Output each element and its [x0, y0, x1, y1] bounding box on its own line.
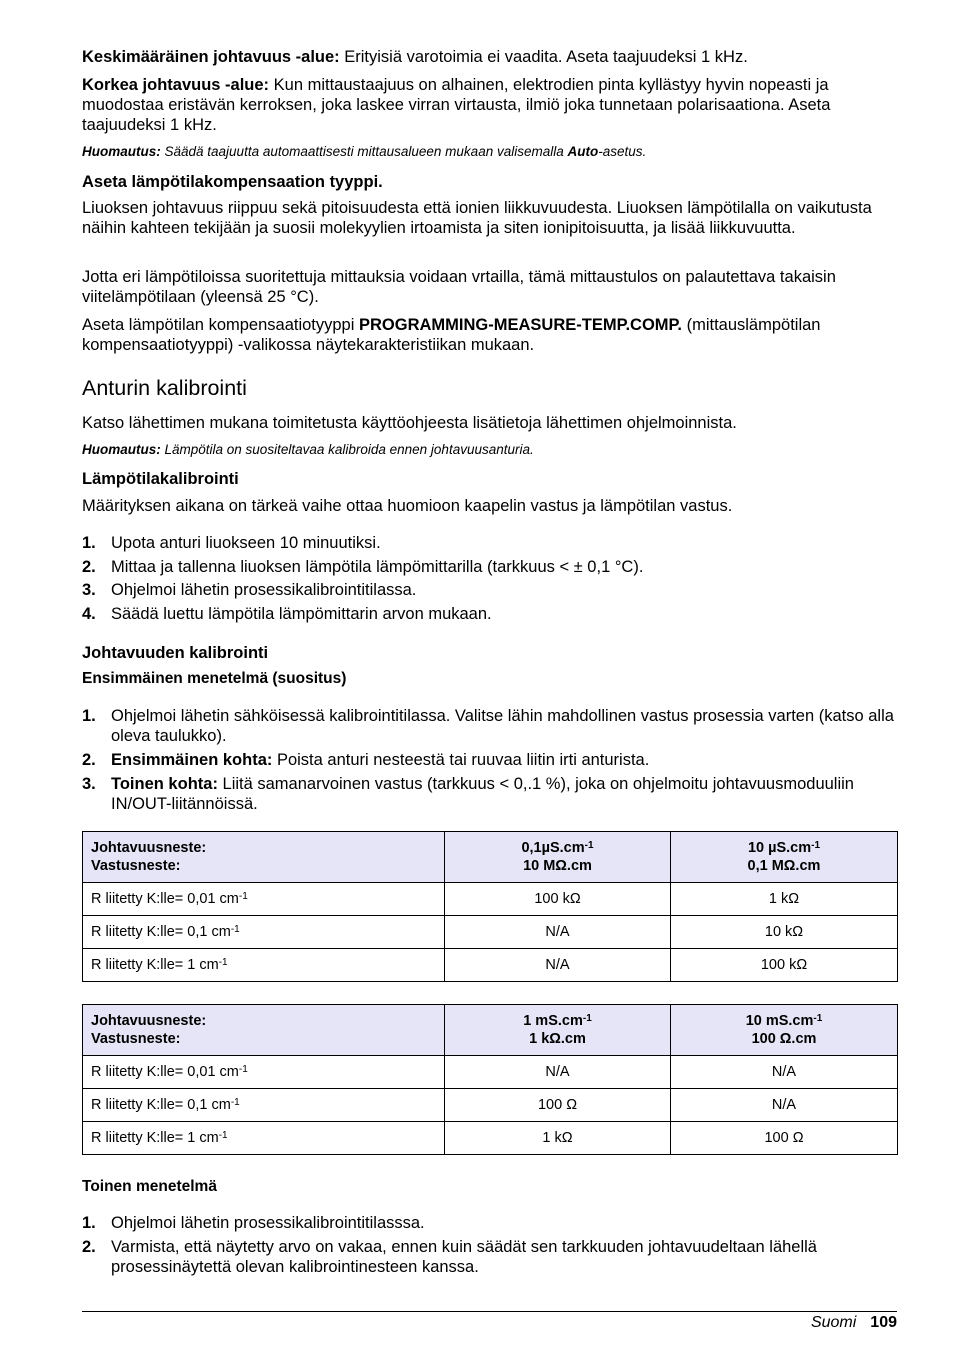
note-calibrate-temp [82, 441, 897, 458]
list-item [82, 750, 897, 770]
list-number: 2. [82, 1238, 96, 1256]
auto-term: Auto [567, 144, 599, 159]
heading-sensor-calibration: Anturin kalibrointi [82, 376, 247, 400]
list-text: Mittaa ja tallenna liuoksen lämpötila lämpömittarilla (tarkkuus < ± 0,1 °C). [111, 557, 644, 576]
label-text: R liitetty K:lle= 0,01 cm [91, 891, 239, 907]
row-label [83, 1122, 445, 1155]
text: Erityisiä varotoimia ei vaadita. Aseta taajuudeksi 1 kHz. [339, 48, 748, 66]
list-number: 3. [82, 581, 96, 599]
header-col-2 [671, 1005, 898, 1056]
term-high: Korkea johtavuus -alue: [82, 76, 270, 94]
heading-conductivity-calibration: Johtavuuden kalibrointi [82, 644, 269, 662]
paragraph-high-conductivity [82, 75, 897, 135]
header-value: 10 µS.cm [747, 840, 812, 856]
row-label [83, 883, 445, 916]
label-text: R liitetty K:lle= 0,1 cm [91, 924, 231, 940]
list-number: 1. [82, 1214, 96, 1232]
superscript: -1 [813, 1013, 823, 1024]
header-value: 1 mS.cm [523, 1013, 583, 1029]
note-auto [82, 143, 897, 160]
list-method-2 [82, 1213, 897, 1277]
row-label [83, 916, 445, 949]
footer-language: Suomi [810, 1314, 857, 1331]
table-row [83, 949, 898, 982]
header-value: 0,1µS.cm [521, 840, 585, 856]
paragraph-medium-conductivity [82, 47, 897, 67]
text: -asetus. [598, 144, 647, 159]
list-item [82, 1237, 897, 1277]
paragraph-cable-resistance: Määrityksen aikana on tärkeä vaihe ottaa huomioon kaapelin vastus ja lämpötilan vastus. [82, 497, 733, 515]
table-row [83, 1089, 898, 1122]
table-row [83, 883, 898, 916]
row-label [83, 949, 445, 982]
table-header-row [83, 1005, 898, 1056]
cell-value: 1 kΩ [445, 1122, 671, 1155]
cell-value: N/A [445, 916, 671, 949]
paragraph-conductivity-depends: Liuoksen johtavuus riippuu sekä pitoisuudesta että ionien liikkuvuudesta. Liuoksen lämpötilalla on vaikutusta näihin kahteen tekijään ja suosii molekyylien irtoamista ja siten ionipitoisuutta, ja lisää liikkuvuutta. [82, 199, 872, 237]
label-text: R liitetty K:lle= 1 cm [91, 957, 219, 973]
list-method-1 [82, 706, 897, 814]
text: (mittauslämpötilan kompensaatiotyyppi) -valikossa näytekarakteristiikan mukaan. [82, 316, 821, 354]
cell-value: N/A [671, 1056, 898, 1089]
paragraph-see-manual: Katso lähettimen mukana toimitetusta käyttöohjeesta lisätietoja lähettimen ohjelmoinnista. [82, 414, 737, 432]
list-temp-calibration [82, 533, 897, 624]
header-col-1 [445, 1005, 671, 1056]
cell-value: N/A [671, 1089, 898, 1122]
header-col-2 [671, 832, 898, 883]
header-value: 1 kΩ.cm [529, 1031, 586, 1047]
list-text: Liitä samanarvoinen vastus (tarkkuus < 0,.1 %), joka on ohjelmoitu johtavuusmoduuliin IN/OUT-liitännöissä. [111, 775, 854, 813]
heading-temp-calibration: Lämpötilakalibrointi [82, 470, 239, 488]
text: Kun mittaustaajuus on alhainen, elektrodien pinta kyllästyy hyvin nopeasti ja muodostaa eristävän kerroksen, joka laskee virran virtausta, ilmiö joka tunnetaan polarisaationa. Aseta taajuudeksi 1 kHz. [82, 76, 831, 134]
list-number: 2. [82, 751, 96, 769]
note-label: Huomautus: [82, 144, 161, 159]
list-number: 4. [82, 604, 96, 623]
list-number: 1. [82, 534, 96, 552]
table-header-row [83, 832, 898, 883]
heading-temp-comp: Aseta lämpötilakompensaation tyyppi. [82, 173, 383, 191]
menu-path: PROGRAMMING-MEASURE-TEMP.COMP. [359, 316, 682, 334]
header-value: 10 MΩ.cm [523, 858, 592, 874]
table-row [83, 1056, 898, 1089]
page-footer [811, 1314, 897, 1332]
list-text: Varmista, että näytetty arvo on vakaa, ennen kuin säädät sen tarkkuuden johtavuudeltaan lähellä prosessinäytettä olevan kalibrointinesteen kanssa. [111, 1238, 817, 1276]
superscript: -1 [230, 924, 240, 935]
list-text: Ohjelmoi lähetin prosessikalibrointitilasssa. [111, 1214, 425, 1232]
list-text: Ohjelmoi lähetin prosessikalibrointitilassa. [111, 581, 417, 599]
heading-method-2: Toinen menetelmä [82, 1178, 217, 1195]
term-medium: Keskimääräinen johtavuus -alue: [82, 48, 340, 66]
note-label: Huomautus: [82, 442, 161, 457]
cell-value: 10 kΩ [671, 916, 898, 949]
paragraph-set-comp-type [82, 315, 897, 355]
superscript: -1 [218, 957, 228, 968]
table-row [83, 916, 898, 949]
header-resistive-fluid: Vastusneste: [91, 1031, 181, 1047]
list-number: 2. [82, 557, 96, 576]
cell-value: 100 Ω [445, 1089, 671, 1122]
list-item [82, 580, 897, 600]
superscript: -1 [238, 891, 248, 902]
row-label [83, 1089, 445, 1122]
list-item [82, 604, 897, 624]
list-term: Toinen kohta: [111, 775, 218, 793]
list-item [82, 533, 897, 553]
label-text: R liitetty K:lle= 1 cm [91, 1130, 219, 1146]
list-text: Upota anturi liuokseen 10 minuutiksi. [111, 534, 381, 552]
list-number: 1. [82, 707, 96, 725]
heading-method-1: Ensimmäinen menetelmä (suositus) [82, 670, 347, 687]
resistance-table-1 [82, 831, 898, 982]
resistance-table-2 [82, 1004, 898, 1155]
header-fluid [83, 1005, 445, 1056]
superscript: -1 [230, 1097, 240, 1108]
text: Lämpötila on suositeltavaa kalibroida ennen johtavuusanturia. [160, 442, 534, 457]
row-label [83, 1056, 445, 1089]
header-value: 10 mS.cm [745, 1013, 814, 1029]
list-number: 3. [82, 775, 96, 793]
list-text: Säädä luettu lämpötila lämpömittarin arvon mukaan. [111, 604, 492, 623]
header-conductive-fluid: Johtavuusneste: [91, 840, 207, 856]
text: Aseta lämpötilan kompensaatiotyyppi [82, 316, 359, 334]
header-value: 0,1 MΩ.cm [747, 858, 821, 874]
header-fluid [83, 832, 445, 883]
cell-value: 1 kΩ [671, 883, 898, 916]
cell-value: 100 kΩ [445, 883, 671, 916]
header-value: 100 Ω.cm [751, 1031, 817, 1047]
table-row [83, 1122, 898, 1155]
header-conductive-fluid: Johtavuusneste: [91, 1013, 207, 1029]
list-item [82, 557, 897, 577]
cell-value: N/A [445, 949, 671, 982]
label-text: R liitetty K:lle= 0,01 cm [91, 1064, 239, 1080]
footer-divider [82, 1311, 897, 1312]
superscript: -1 [238, 1064, 248, 1075]
cell-value: 100 kΩ [671, 949, 898, 982]
superscript: -1 [218, 1130, 228, 1141]
page-number: 109 [870, 1314, 897, 1331]
superscript: -1 [582, 1013, 592, 1024]
list-item [82, 1213, 897, 1233]
list-text: Ohjelmoi lähetin sähköisessä kalibrointitilassa. Valitse lähin mahdollinen vastus prosessia varten (katso alla oleva taulukko). [111, 707, 894, 745]
label-text: R liitetty K:lle= 0,1 cm [91, 1097, 231, 1113]
list-item [82, 774, 897, 814]
text: Säädä taajuutta automaattisesti mittausalueen mukaan valisemalla [160, 144, 568, 159]
superscript: -1 [584, 840, 594, 851]
list-item [82, 706, 897, 746]
superscript: -1 [811, 840, 821, 851]
list-text: Poista anturi nesteestä tai ruuvaa liitin irti anturista. [272, 751, 650, 769]
header-col-1 [445, 832, 671, 883]
cell-value: 100 Ω [671, 1122, 898, 1155]
list-term: Ensimmäinen kohta: [111, 751, 273, 769]
paragraph-reference-temp: Jotta eri lämpötiloissa suoritettuja mittauksia voidaan vrtailla, tämä mittaustulos on palautettava takaisin viitelämpötilaan (yleensä 25 °C). [82, 268, 836, 306]
cell-value: N/A [445, 1056, 671, 1089]
header-resistive-fluid: Vastusneste: [91, 858, 181, 874]
